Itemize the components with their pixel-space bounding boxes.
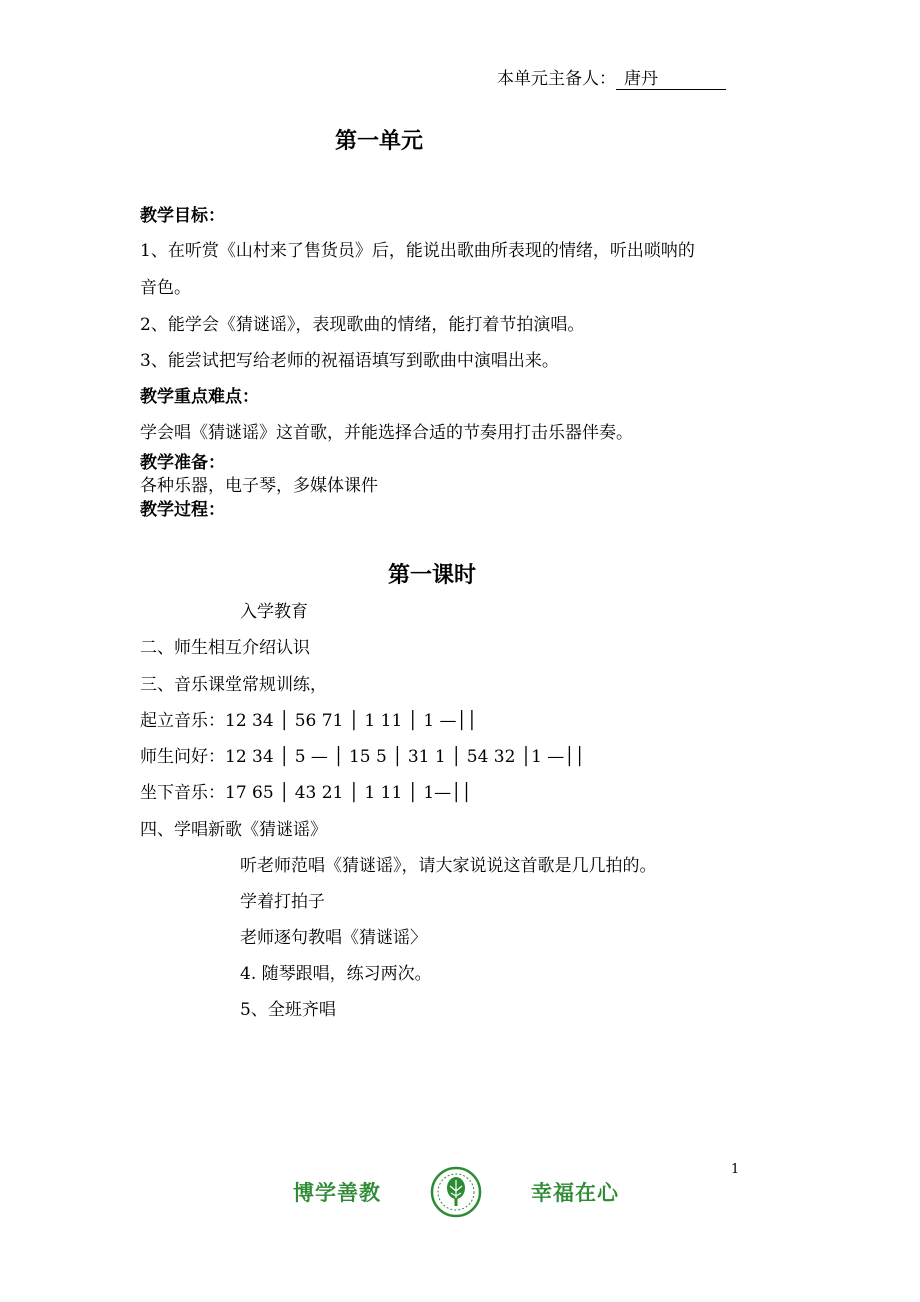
unit-title: 第一单元 bbox=[335, 129, 424, 154]
sit-music-line: 坐下音乐：17 65 │ 43 21 │ 1 11 │ 1—││ bbox=[140, 783, 472, 803]
page-number: 1 bbox=[731, 1162, 740, 1177]
preparer-name: 唐丹 bbox=[616, 69, 726, 90]
key-points-text: 学会唱《猜谜谣》这首歌，并能选择合适的节奏用打击乐器伴奏。 bbox=[140, 423, 633, 443]
tree-emblem-icon bbox=[430, 1166, 482, 1218]
lesson-section-3: 三、音乐课堂常规训练， bbox=[140, 675, 327, 695]
lesson-section-2: 二、师生相互介绍认识 bbox=[140, 638, 310, 658]
lesson-intro: 入学教育 bbox=[240, 602, 308, 622]
step-3: 老师逐句教唱《猜谜谣〉 bbox=[240, 928, 427, 948]
preparer-label: 本单元主备人： bbox=[497, 69, 616, 89]
objective-1-line-1: 1、在听赏《山村来了售货员》后，能说出歌曲所表现的情绪，听出唢呐的 bbox=[140, 241, 695, 261]
preparer-line bbox=[497, 68, 726, 90]
footer-left-motto: 博学善教 bbox=[293, 1181, 381, 1205]
lesson-title: 第一课时 bbox=[388, 563, 477, 588]
preparation-text: 各种乐器，电子琴，多媒体课件 bbox=[140, 476, 378, 496]
objective-2: 2、能学会《猜谜谣》，表现歌曲的情绪，能打着节拍演唱。 bbox=[140, 315, 585, 335]
greeting-line: 师生问好：12 34 │ 5 — │ 15 5 │ 31 1 │ 54 32 │1 —││ bbox=[140, 747, 585, 767]
footer-right-motto: 幸福在心 bbox=[531, 1181, 619, 1205]
key-points-heading: 教学重点难点： bbox=[140, 387, 259, 407]
objective-1-line-2: 音色。 bbox=[140, 278, 191, 298]
objectives-heading: 教学目标： bbox=[140, 206, 225, 226]
preparation-heading: 教学准备： bbox=[140, 453, 225, 473]
step-4: 4. 随琴跟唱，练习两次。 bbox=[240, 964, 432, 984]
step-2: 学着打拍子 bbox=[240, 892, 325, 912]
lesson-section-4: 四、学唱新歌《猜谜谣》 bbox=[140, 820, 327, 840]
step-5: 5、全班齐唱 bbox=[240, 1000, 336, 1020]
objective-3: 3、能尝试把写给老师的祝福语填写到歌曲中演唱出来。 bbox=[140, 351, 559, 371]
footer-banner bbox=[293, 1160, 619, 1224]
step-1: 听老师范唱《猜谜谣》，请大家说说这首歌是几几拍的。 bbox=[240, 856, 657, 876]
stand-music-line: 起立音乐：12 34 │ 56 71 │ 1 11 │ 1 —││ bbox=[140, 711, 478, 731]
process-heading: 教学过程： bbox=[140, 500, 225, 520]
